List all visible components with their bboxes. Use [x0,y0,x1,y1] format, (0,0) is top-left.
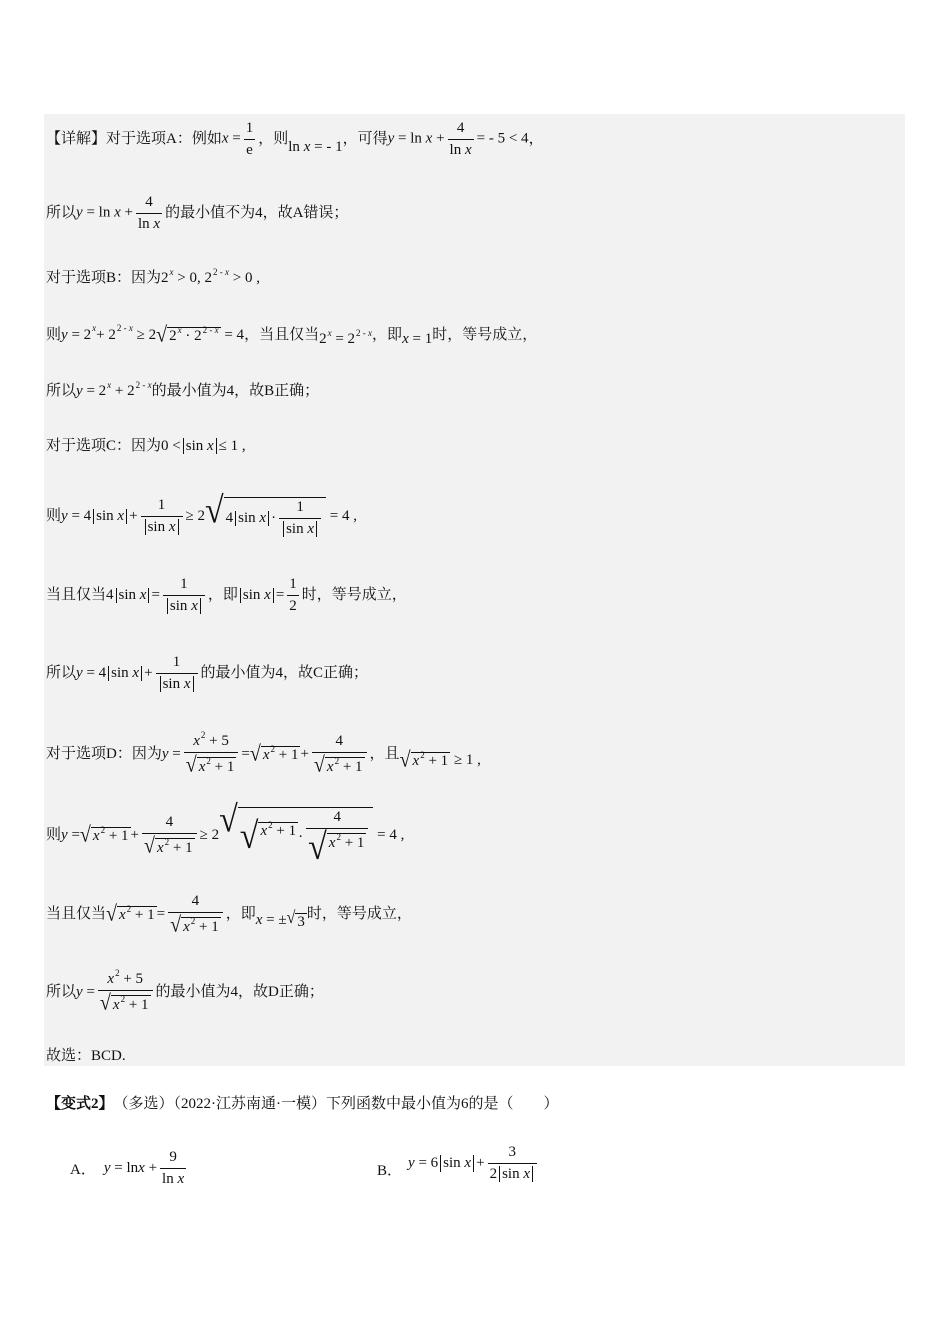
text-a1-mid1: ，则 [258,130,289,147]
text-d4-pre: 所以 [46,983,77,1000]
text-c3-mid: ，即 [207,586,238,603]
solution-line-d3 [46,889,412,939]
option-a [70,1145,189,1191]
variant-label: 【变式2】 [46,1095,114,1112]
solution-line-c3 [46,571,407,619]
text-b2-mid: ，当且仅当 [244,326,320,343]
option-b-label: B． [377,1162,403,1179]
text-b1: 对于选项B：因为 [46,269,162,286]
solution-line-a1 [46,117,544,161]
text-d4-post: 的最小值为4，故D正确； [155,983,324,1000]
text-c4-pre: 所以 [46,664,77,681]
math-y-lnx-plus-4-over-lnx-2: y = ln x + $\frac{4}{\text{ln x}}$ [76,194,161,232]
math-b-equality: $2^x = 2^{2 - x}$ [319,327,373,347]
text-d2-pre: 则 [46,826,62,843]
text-c1: 对于选项C：因为 [46,437,162,454]
solution-heading: 【详解】 [46,130,107,147]
text-a1-pre: 对于选项A：例如 [106,130,222,147]
math-x-eq-1-over-e: x = $\frac{1}{e}$ [221,120,254,158]
text-b2-mid2: ，即 [372,326,403,343]
text-b2-post: 时，等号成立， [432,326,538,343]
math-c-inequality: y = 4 sin x + $\frac{1}{\text{sin x}}$ ≥ 2 √ 4 sin x · $\frac{1}{\text{sin x}}$ = 4 , [61,490,357,537]
text-c3-pre: 当且仅当 [46,586,107,603]
option-b [377,1140,540,1186]
answer-text: 故选：BCD. [46,1047,126,1064]
solution-answer [46,1046,126,1066]
text-b2-pre: 则 [46,326,62,343]
text-c3-post: 时，等号成立， [301,586,407,603]
solution-line-b3 [46,379,319,403]
option-b-math: y = 6 sin x + $\frac{3}{\text{2 sin x}}$ [408,1144,540,1182]
text-b3-post: 的最小值为4，故B正确； [151,382,320,399]
math-c-condition: 0 < sin x ≤ 1 , [161,437,246,454]
text-d3-pre: 当且仅当 [46,905,107,922]
math-c-function: y = 4 sin x + $\frac{1}{\text{sin x}}$ [76,654,200,692]
text-c4-post: 的最小值为4，故C正确； [200,664,369,681]
math-x-eq-1: x = 1 [402,330,433,347]
text-a2-post: 的最小值不为4，故A错误； [165,204,349,221]
text-a2-pre: 所以 [46,204,77,221]
variant-question [46,1094,559,1114]
math-ln-x-eq-neg1: ln x = - 1 [288,138,343,155]
text-a1-mid2: ，可得 [342,130,388,147]
solution-line-b2 [46,320,537,350]
text-d1-mid: ，且 [369,745,400,762]
math-d-identity: y = $x^2 + 5$ √ $x^2 + 1$ = √ $x^2 + 1$ + 4 √ $x^2 + 1$ [162,733,370,775]
solution-line-c1 [46,434,246,458]
text-d1-pre: 对于选项D：因为 [46,745,162,762]
math-d-function: y = $x^2 + 5$ √ $x^2 + 1$ [76,971,156,1013]
solution-line-d2 [46,800,405,868]
math-c-equality: 4 sin x = $\frac{1}{\text{sin x}}$ [106,576,208,614]
math-c-sin-half: sin x = $\frac{1}{2}$ [238,576,302,614]
math-b-inequality: y = 2 x + 2 2 - x ≥ 2 √ $2^x \cdot 2^{2 - x}$ = 4 [61,322,245,348]
solution-line-d1 [46,729,481,779]
solution-line-c2 [46,490,357,542]
option-a-label: A． [70,1161,96,1178]
solution-line-d4 [46,967,324,1017]
math-d-inequality: y = √ $x^2 + 1$ + 4 √ $x^2 + 1$ ≥ 2 √ √ $x^2 + 1$ · 4 √ $x^2 + 1$ = 4 , [61,800,405,868]
solution-line-a2 [46,191,348,235]
math-y-lnx-plus-4-over-lnx: y = ln x + $\frac{4}{\text{ln x}}$ = - 5 < 4 [387,120,529,158]
text-d3-post: 时，等号成立， [306,905,412,922]
math-d-condition: √ $x^2 + 1$ ≥ 1 , [399,747,481,773]
solution-line-b1 [46,266,260,290]
math-x-eq-pm-sqrt3: x = ± √ 3 [255,908,305,930]
option-a-math: y = ln x + $\frac{9}{\text{ln x}}$ [103,1149,185,1187]
math-b-function: $y = 2^x + 2^{2 - x}$ [76,379,152,399]
solution-line-c4 [46,649,368,697]
text-d3-mid: ，即 [225,905,256,922]
variant-text: （多选）（2022·江苏南通·一模）下列函数中最小值为6的是（ ） [113,1095,559,1112]
text-a1-end: ， [528,130,544,147]
math-d-equality: √ $x^2 + 1$ = 4 √ $x^2 + 1$ [106,893,226,935]
text-c2-pre: 则 [46,507,62,524]
text-b3-pre: 所以 [46,382,77,399]
math-b-conditions: $2^x > 0$, $2^{2 - x} > 0$ , [161,266,260,286]
